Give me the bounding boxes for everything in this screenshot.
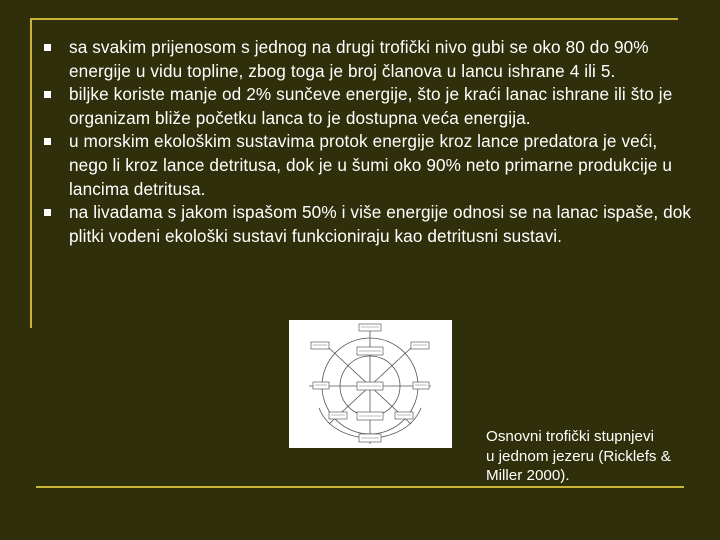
bullet-list (44, 36, 694, 248)
top-divider (30, 18, 678, 20)
caption-line: Miller 2000). (486, 467, 570, 485)
trophic-diagram-image (289, 320, 452, 448)
bullet-text: na livadama s jakom ispašom 50% i više energije odnosi se na lanac ispaše, dok plitki vodeni ekološki sustavi funkcioniraju kao detritusni sustavi. (69, 202, 692, 246)
bullet-text: u morskim ekološkim sustavima protok energije kroz lance predatora je veći, nego li kroz lance detritusa, dok je u šumi oko 90% neto primarne produkcije u lancima detritusa. (69, 131, 673, 199)
bullet-item (44, 201, 694, 248)
trophic-diagram-drawing (289, 320, 452, 448)
figure-caption (486, 427, 716, 486)
square-bullet-icon (44, 138, 51, 145)
bullet-item (44, 130, 694, 201)
bullet-item (44, 83, 694, 130)
bottom-divider (36, 486, 684, 488)
caption-line: Osnovni trofički stupnjevi (486, 428, 654, 445)
bullet-item (44, 36, 694, 83)
left-divider (30, 18, 32, 328)
bullet-text: sa svakim prijenosom s jednog na drugi trofički nivo gubi se oko 80 do 90% energije u vidu topline, zbog toga je broj članova u lancu ishrane 4 ili 5. (69, 37, 649, 81)
square-bullet-icon (44, 44, 51, 51)
square-bullet-icon (44, 209, 51, 216)
bullet-text: biljke koriste manje od 2% sunčeve energije, što je kraći lanac ishrane ili što je organizam bliže početku lanca to je dostupna veća energija. (69, 84, 673, 128)
caption-line: u jednom jezeru (Ricklefs & (486, 447, 671, 465)
square-bullet-icon (44, 91, 51, 98)
